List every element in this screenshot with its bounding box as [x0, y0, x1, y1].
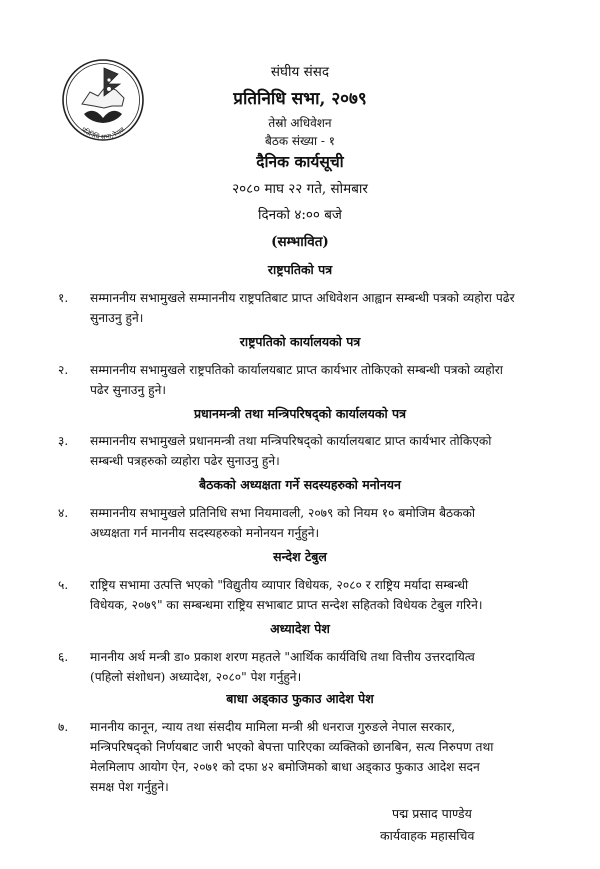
section-title-president-letter: राष्ट्रपतिको पत्र — [267, 262, 333, 277]
agenda-item-4 — [58, 503, 548, 547]
agenda-item-2 — [58, 360, 548, 404]
item-line: सुनाउनु हुने। — [90, 311, 144, 325]
agenda-item-5 — [58, 575, 548, 619]
item-line: मन्त्रिपरिषद्को निर्णयबाट जारी भएको बेपत्ता पारिएका व्यक्तिको छानबिन, सत्य निरुपण तथा — [90, 740, 494, 754]
session-label: तेस्रो अधिवेशन — [268, 116, 332, 130]
agenda-item-1 — [58, 288, 548, 332]
item-text — [90, 360, 548, 400]
item-text — [90, 575, 548, 615]
tentative-label: (सम्भावित) — [271, 234, 329, 250]
item-line: अध्यक्षता गर्न माननीय सदस्यहरुको मनोनयन गर्नुहुने। — [90, 526, 320, 540]
section-title-message-table: सन्देश टेबुल — [273, 549, 327, 564]
meeting-number: बैठक संख्या - १ — [265, 134, 335, 148]
item-text — [90, 431, 548, 471]
agenda-time: दिनको ४:०० बजे — [258, 207, 342, 223]
item-number: ४. — [58, 506, 69, 520]
agenda-title: दैनिक कार्यसूची — [256, 152, 344, 171]
item-text — [90, 503, 548, 543]
parliament-name: संघीय संसद — [270, 64, 330, 80]
item-number: २. — [58, 363, 69, 377]
item-line: राष्ट्रिय सभामा उत्पत्ति भएको "विद्युतीय व्यापार विधेयक, २०८० र राष्ट्रिय मर्यादा सम्बन्धी — [90, 578, 469, 592]
item-line: माननीय कानून, न्याय तथा संसदीय मामिला मन्त्री श्री धनराज गुरुङले नेपाल सरकार, — [90, 720, 456, 734]
section-title-president-office-letter: राष्ट्रपतिको कार्यालयको पत्र — [239, 334, 361, 349]
section-title-difficulty-removal-order: बाधा अड्काउ फुकाउ आदेश पेश — [226, 691, 374, 706]
item-line: समक्ष पेश गर्नुहुने। — [90, 780, 169, 794]
item-number: ७. — [58, 720, 69, 734]
item-number: ३. — [58, 434, 69, 448]
item-number: १. — [58, 291, 69, 305]
emblem-caption: प्रतिनिधि सभा,नेपाल — [79, 125, 127, 142]
item-line: सम्बन्धी पत्रहरुको व्यहोरा पढेर सुनाउनु हुने। — [90, 454, 280, 468]
item-line: सम्माननीय सभामुखले सम्माननीय राष्ट्रपतिबाट प्राप्त अधिवेशन आह्वान सम्बन्धी पत्रको व्यहोरा पढेर — [90, 291, 515, 305]
item-line: माननीय अर्थ मन्त्री डा० प्रकाश शरण महतले "आर्थिक कार्यविधि तथा वित्तीय उत्तरदायित्व — [90, 650, 475, 664]
item-line: सम्माननीय सभामुखले प्रधानमन्त्री तथा मन्त्रिपरिषद्को कार्यालयबाट प्राप्त कार्यभार तोकिएको — [90, 434, 492, 448]
item-text — [90, 717, 548, 797]
item-line: मेलमिलाप आयोग ऐन, २०७१ को दफा ४२ बमोजिमको बाधा अड्काउ फुकाउ आदेश सदन — [90, 760, 480, 774]
section-title-ordinance: अध्यादेश पेश — [270, 621, 330, 636]
item-text — [90, 647, 548, 687]
item-line: सम्माननीय सभामुखले राष्ट्रपतिको कार्यालयबाट प्राप्त कार्यभार तोकिएको सम्बन्धी पत्रको व्यहोरा — [90, 363, 503, 377]
agenda-item-7 — [58, 717, 548, 801]
item-number: ६. — [58, 650, 69, 664]
item-line: विधेयक, २०७९" का सम्बन्धमा राष्ट्रिय सभाबाट प्राप्त सन्देश सहितको विधेयक टेबुल गरिने। — [90, 598, 483, 612]
signatory-name: पद्म प्रसाद पाण्डेय — [392, 806, 472, 821]
item-line: सम्माननीय सभामुखले प्रतिनिधि सभा नियमावली, २०७९ को नियम १० बमोजिम बैठकको — [90, 506, 476, 520]
section-title-chair-nomination: बैठकको अध्यक्षता गर्ने सदस्यहरुको मनोनयन — [199, 477, 401, 492]
house-title: प्रतिनिधि सभा, २०७९ — [233, 89, 367, 109]
section-title-pm-office-letter: प्रधानमन्त्री तथा मन्त्रिपरिषद्को कार्यालयको पत्र — [193, 406, 407, 421]
agenda-item-3 — [58, 431, 548, 475]
item-number: ५. — [58, 578, 69, 592]
item-line: पढेर सुनाउनु हुने। — [90, 383, 166, 397]
agenda-date: २०८० माघ २२ गते, सोमबार — [232, 181, 368, 197]
item-line: (पहिलो संशोधन) अध्यादेश, २०८०" पेश गर्नुहुने। — [90, 670, 302, 684]
signatory-designation: कार्यवाहक महासचिव — [380, 828, 475, 843]
item-text — [90, 288, 548, 328]
agenda-item-6 — [58, 647, 548, 691]
